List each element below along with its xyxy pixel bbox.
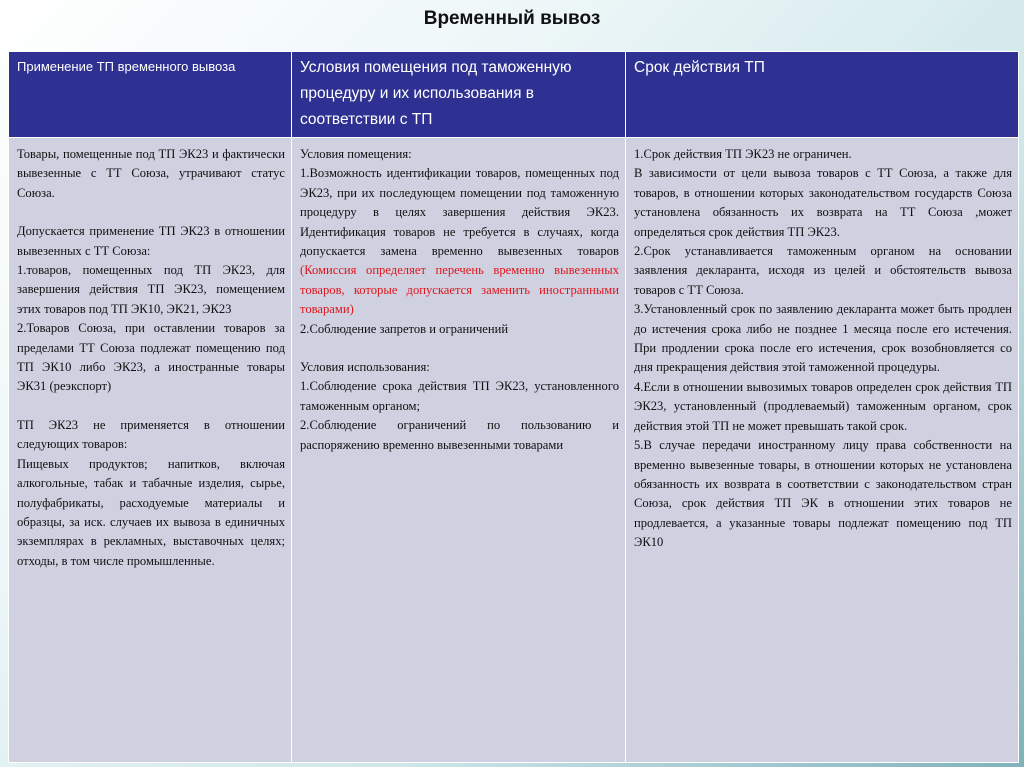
commission-note: (Комиссия определяет перечень временно вывезенных товаров, которые допускается заменить иностранными товарами) xyxy=(300,263,619,317)
validity-para-5: 4.Если в отношении вывозимых товаров определен срок действия ТП ЭК23, установленный (продлеваемый) таможенным органом, срок действия этой ТП не может превышать такой срок. xyxy=(634,379,1012,433)
application-para-1: Товары, помещенные под ТП ЭК23 и фактически вывезенные с ТТ Союза, утрачивают статус Союза. xyxy=(17,147,285,200)
condition-1-text: 1.Возможность идентификации товаров, помещенных под ЭК23, при их последующем помещении под таможенную процедуру в целях завершения действия ЭК23. Идентификация товаров не требуется в случаях, когда допускается замена временно вывезенных товаров xyxy=(300,166,619,259)
header-validity-period: Срок действия ТП xyxy=(626,52,1019,138)
validity-para-2: В зависимости от цели вывоза товаров с ТТ Союза, а также для товаров, в отношении которых законодательством государств Союза установлена обязанность их возврата на ТТ Союза ,может определяться срок действия ТП ЭК23. xyxy=(634,166,1012,239)
application-para-5: ТП ЭК23 не применяется в отношении следующих товаров: xyxy=(17,417,285,452)
table-row xyxy=(9,138,1019,763)
cell-conditions xyxy=(292,138,626,763)
header-application: Применение ТП временного вывоза xyxy=(9,52,292,138)
condition-2: 2.Соблюдение запретов и ограничений xyxy=(300,321,509,336)
cell-application xyxy=(9,138,292,763)
usage-title: Условия использования: xyxy=(300,360,430,375)
conditions-title: Условия помещения: xyxy=(300,147,412,161)
header-conditions: Условия помещения под таможенную процедуру и их использования в соответствии с ТП xyxy=(292,52,626,138)
validity-para-1: 1.Срок действия ТП ЭК23 не ограничен. xyxy=(634,147,852,161)
cell-validity-period xyxy=(626,138,1019,763)
application-para-2: Допускается применение ТП ЭК23 в отношении вывезенных с ТТ Союза: xyxy=(17,224,285,258)
validity-para-3: 2.Срок устанавливается таможенным органом на основании заявления декларанта, исходя из целей и обстоятельств вывоза товаров с ТТ Союза. xyxy=(634,244,1012,297)
validity-para-4: 3.Установленный срок по заявлению декларанта может быть продлен до истечения срока либо не позднее 1 месяца после его истечения. При продлении срока после его истечения, срок возобновляется со дня прекращения действия этой таможенной процедуры. xyxy=(634,302,1012,375)
usage-1: 1.Соблюдение срока действия ТП ЭК23, установленного таможенным органом; xyxy=(300,379,619,413)
usage-2: 2.Соблюдение ограничений по пользованию и распоряжению временно вывезенными товарами xyxy=(300,418,619,452)
procedure-table xyxy=(8,51,1019,763)
application-para-6: Пищевых продуктов; напитков, включая алкогольные, табак и табачные изделия, сырье, полуфабрикаты, расходуемые материалы и образцы, за иск. случаев их вывоза в единичных экземплярах в рекламных, выставочных целях; отходы, в том числе промышленные. xyxy=(17,456,285,568)
table-header-row xyxy=(9,52,1019,138)
application-para-4: 2.Товаров Союза, при оставлении товаров за пределами ТТ Союза подлежат помещению под ТП ЭК10 либо ЭК23, а иностранные товары ЭК31 (реэкспорт) xyxy=(17,321,285,394)
condition-1 xyxy=(300,164,619,319)
application-para-3: 1.товаров, помещенных под ТП ЭК23, для завершения действия ТП ЭК23, помещением этих товаров под ТП ЭК10, ЭК21, ЭК23 xyxy=(17,263,285,316)
validity-para-6: 5.В случае передачи иностранному лицу права собственности на временно вывезенные товары, в отношении которых не установлена обязанность их возврата в соответствии с законодательством стран Союза, срок действия ТП ЭК в отношении этих товаров не продлевается, а указанные товары подлежат помещению под ТП ЭК10 xyxy=(634,438,1012,550)
page-title: Временный вывоз xyxy=(423,8,601,29)
